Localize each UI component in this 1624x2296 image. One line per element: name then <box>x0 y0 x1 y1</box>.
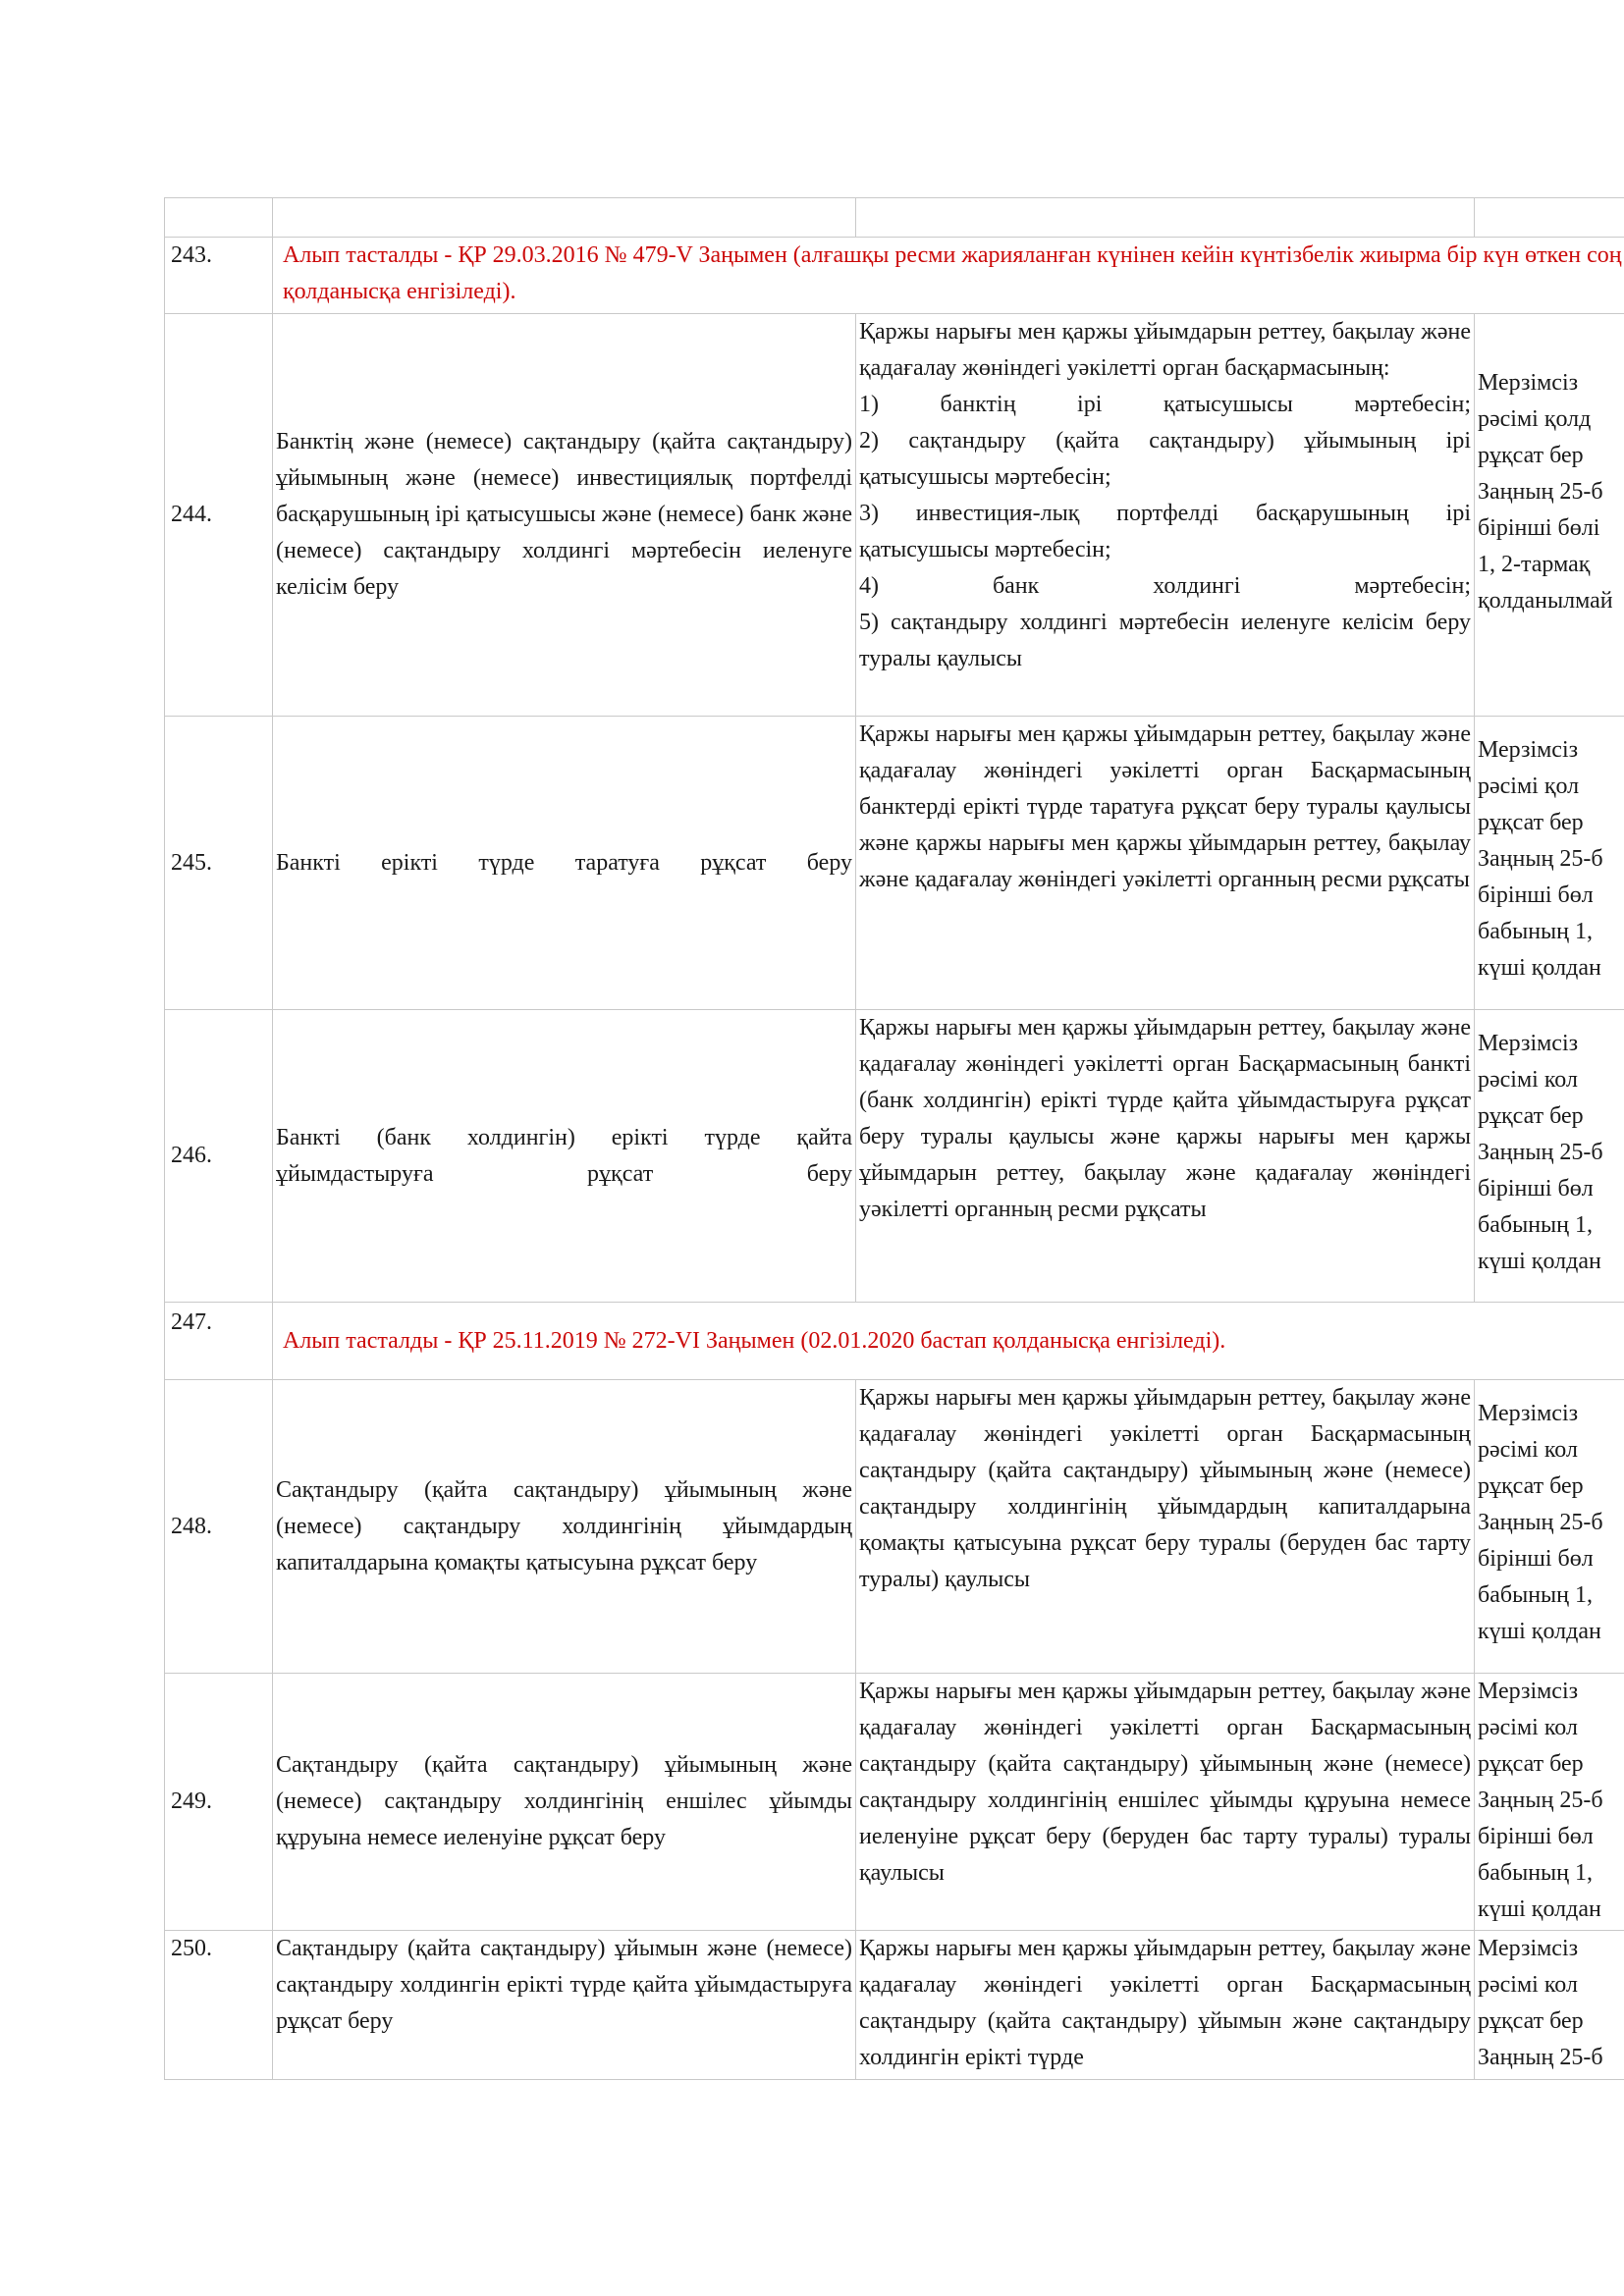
term-line: рұқсат бер <box>1478 1473 1584 1499</box>
term-line: Мерзімсіз <box>1478 1936 1579 1961</box>
term-line: рәсімі кол <box>1478 1067 1578 1093</box>
blank-cell <box>165 198 273 238</box>
table-row <box>165 1931 1624 2080</box>
term-line: күші қолдан <box>1478 955 1601 981</box>
term-line: бабының 1, <box>1478 1860 1594 1886</box>
term-line: күші қолдан <box>1478 1249 1601 1274</box>
term-line: бірінші бөл <box>1478 1176 1594 1201</box>
row-number: 248. <box>165 1380 273 1674</box>
term-line: бірінші бөл <box>1478 1546 1594 1572</box>
blank-cell <box>856 198 1475 238</box>
permit-term <box>1475 1674 1624 1931</box>
document-line: Қаржы нарығы мен қаржы ұйымдарын реттеу, бақылау және қадағалау жөніндегі уәкілетті орган басқармасының: <box>859 319 1471 381</box>
term-line: Заңның 25-б <box>1478 846 1603 872</box>
term-line: Мерзімсіз <box>1478 1031 1579 1056</box>
term-line: Заңның 25-б <box>1478 2045 1603 2070</box>
term-line: Заңның 25-б <box>1478 479 1603 505</box>
term-line: 1, 2-тармақ <box>1478 552 1591 577</box>
row-number: 249. <box>165 1674 273 1931</box>
permit-name: Банктің және (немесе) сақтандыру (қайта сақтандыру) ұйымының және (немесе) инвестициялық портфелді басқарушының ірі қатысушысы және (немесе) банк және (немесе) сақтандыру холдингі мәртебесін иеленуге келісім беру <box>273 314 856 717</box>
term-line: рәсімі қол <box>1478 774 1580 799</box>
permit-name: Банкті (банк холдингін) ерікті түрде қайта ұйымдастыруға рұқсат беру <box>273 1010 856 1303</box>
term-line: бабының 1, <box>1478 1212 1594 1238</box>
table-row <box>165 1303 1624 1380</box>
document-line: 5) сақтандыру холдингі мәртебесін иеленуге келісім беру туралы қаулысы <box>859 610 1471 671</box>
row-number: 243. <box>165 238 273 314</box>
permit-name: Сақтандыру (қайта сақтандыру) ұйымының және (немесе) сақтандыру холдингінің ұйымдардың капиталдарына қомақты қатысуына рұқсат беру <box>273 1380 856 1674</box>
term-line: Заңның 25-б <box>1478 1788 1603 1813</box>
table-row <box>165 314 1624 717</box>
term-line: Заңның 25-б <box>1478 1510 1603 1535</box>
table-row <box>165 1010 1624 1303</box>
term-line: бабының 1, <box>1478 919 1594 944</box>
document-line: 1) банктің ірі қатысушысы мәртебесін; <box>859 392 1471 417</box>
term-line: рәсімі кол <box>1478 1437 1578 1463</box>
term-line: бірінші бөлі <box>1478 515 1600 541</box>
excluded-note: Алып тасталды - ҚР 29.03.2016 № 479-V Заңымен (алғашқы ресми жарияланған күнінен кейін күнтізбелік жиырма бір күн өткен соң қолданысқа енгізіледі). <box>273 238 1624 314</box>
document-line: 3) инвестиция-лық портфелді басқарушының ірі қатысушысы мәртебесін; <box>859 501 1471 562</box>
permit-term <box>1475 1931 1624 2080</box>
term-line: қолданылмай <box>1478 588 1613 614</box>
term-line: рәсімі қолд <box>1478 406 1592 432</box>
permit-document: Қаржы нарығы мен қаржы ұйымдарын реттеу, бақылау және қадағалау жөніндегі уәкілетті орган Басқармасының сақтандыру (қайта сақтандыру) ұйымының және (немесе) сақтандыру холдингінің ұйымдардың капиталдарына қомақты қатысуына рұқсат беру туралы (беруден бас тарту туралы) қаулысы <box>856 1380 1475 1674</box>
table-header-blank-row <box>165 198 1624 238</box>
term-line: күші қолдан <box>1478 1896 1601 1922</box>
table-row <box>165 717 1624 1010</box>
document-line: 4) банк холдингі мәртебесін; <box>859 573 1471 599</box>
term-line: рұқсат бер <box>1478 1103 1584 1129</box>
term-line: рұқсат бер <box>1478 810 1584 835</box>
term-line: рәсімі кол <box>1478 1715 1578 1740</box>
term-line: бабының 1, <box>1478 1582 1594 1608</box>
permit-name: Сақтандыру (қайта сақтандыру) ұйымының және (немесе) сақтандыру холдингінің еншілес ұйымды құруына немесе иеленуіне рұқсат беру <box>273 1674 856 1931</box>
row-number: 244. <box>165 314 273 717</box>
permit-term <box>1475 314 1624 717</box>
excluded-note: Алып тасталды - ҚР 25.11.2019 № 272-VI Заңымен (02.01.2020 бастап қолданысқа енгізіледі). <box>273 1303 1624 1380</box>
blank-cell <box>1475 198 1624 238</box>
document-line: 2) сақтандыру (қайта сақтандыру) ұйымының ірі қатысушысы мәртебесін; <box>859 428 1471 490</box>
term-line: Заңның 25-б <box>1478 1140 1603 1165</box>
term-line: рәсімі кол <box>1478 1972 1578 1998</box>
row-number: 250. <box>165 1931 273 2080</box>
permit-term <box>1475 1380 1624 1674</box>
term-line: бірінші бөл <box>1478 1824 1594 1849</box>
row-number: 247. <box>165 1303 273 1380</box>
permit-term <box>1475 717 1624 1010</box>
term-line: рұқсат бер <box>1478 443 1584 468</box>
permits-table <box>164 197 1624 2080</box>
table-row <box>165 238 1624 314</box>
term-line: Мерзімсіз <box>1478 370 1579 396</box>
term-line: Мерзімсіз <box>1478 737 1579 763</box>
permit-document: Қаржы нарығы мен қаржы ұйымдарын реттеу, бақылау және қадағалау жөніндегі уәкілетті орган Басқармасының банкті (банк холдингін) ерікті түрде қайта ұйымдастыруға рұқсат беру туралы қаулысы және қаржы нарығы мен қаржы ұйымдарын реттеу, бақылау және қадағалау жөніндегі уәкілетті органның ресми рұқсаты <box>856 1010 1475 1303</box>
permit-name: Сақтандыру (қайта сақтандыру) ұйымын және (немесе) сақтандыру холдингін ерікті түрде қайта ұйымдастыруға рұқсат беру <box>273 1931 856 2080</box>
term-line: рұқсат бер <box>1478 2008 1584 2034</box>
term-line: күші қолдан <box>1478 1619 1601 1644</box>
permit-document: Қаржы нарығы мен қаржы ұйымдарын реттеу, бақылау және қадағалау жөніндегі уәкілетті орган Басқармасының сақтандыру (қайта сақтандыру) ұйымын және сақтандыру холдингін ерікті түрде <box>856 1931 1475 2080</box>
term-line: Мерзімсіз <box>1478 1679 1579 1704</box>
term-line: бірінші бөл <box>1478 882 1594 908</box>
blank-cell <box>273 198 856 238</box>
permit-document: Қаржы нарығы мен қаржы ұйымдарын реттеу, бақылау және қадағалау жөніндегі уәкілетті орган Басқармасының банктерді ерікті түрде таратуға рұқсат беру туралы қаулысы және қаржы нарығы мен қаржы ұйымдарын реттеу, бақылау және қадағалау жөніндегі уәкілетті органның ресми рұқсаты <box>856 717 1475 1010</box>
permit-document <box>856 314 1475 717</box>
permit-name: Банкті ерікті түрде таратуға рұқсат беру <box>273 717 856 1010</box>
permit-document: Қаржы нарығы мен қаржы ұйымдарын реттеу, бақылау және қадағалау жөніндегі уәкілетті орган Басқармасының сақтандыру (қайта сақтандыру) ұйымының және (немесе) сақтандыру холдингінің еншілес ұйымды құруына немесе иеленуіне рұқсат беру (беруден бас тарту туралы) туралы қаулысы <box>856 1674 1475 1931</box>
row-number: 245. <box>165 717 273 1010</box>
term-line: рұқсат бер <box>1478 1751 1584 1777</box>
table-row <box>165 1380 1624 1674</box>
table-row <box>165 1674 1624 1931</box>
permit-term <box>1475 1010 1624 1303</box>
row-number: 246. <box>165 1010 273 1303</box>
term-line: Мерзімсіз <box>1478 1401 1579 1426</box>
